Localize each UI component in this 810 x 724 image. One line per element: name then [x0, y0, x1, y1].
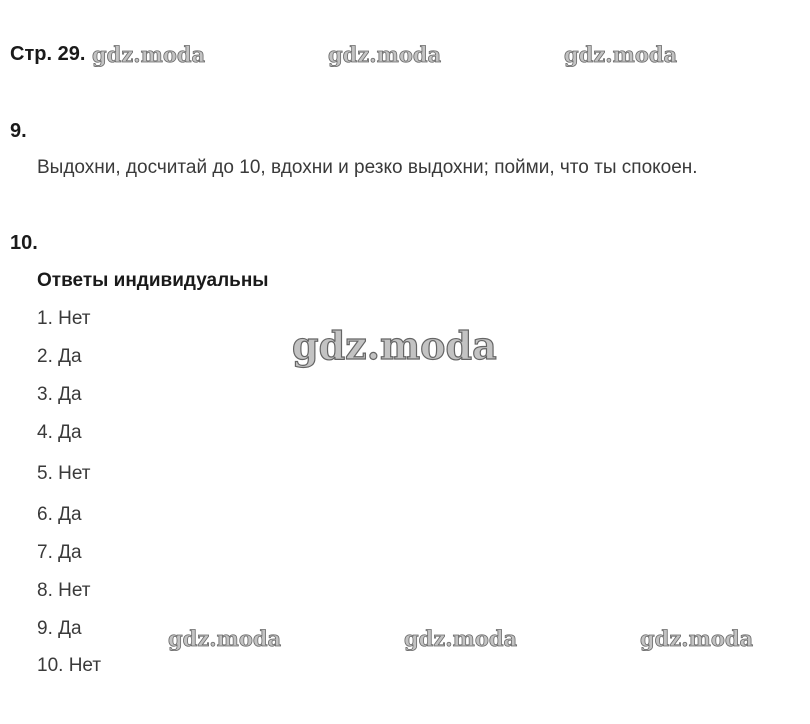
page-reference: Стр. 29.: [10, 43, 86, 65]
answer-item: 10. Нет: [37, 655, 102, 676]
answer-item: 3. Да: [37, 384, 82, 405]
task-number: 10.: [10, 232, 38, 254]
watermark: gdz.moda: [92, 42, 206, 67]
answer-item: 2. Да: [37, 346, 82, 367]
watermark: gdz.moda: [292, 323, 497, 368]
watermark: gdz.moda: [404, 626, 518, 651]
watermark: gdz.moda: [564, 42, 678, 67]
answer-item: 4. Да: [37, 422, 82, 443]
answer-item: 8. Нет: [37, 580, 91, 601]
answer-item: 9. Да: [37, 618, 82, 639]
answer-item: 1. Нет: [37, 308, 91, 329]
watermark: gdz.moda: [328, 42, 442, 67]
task-number: 9.: [10, 120, 27, 142]
answers-heading: Ответы индивидуальны: [37, 270, 269, 291]
watermark: gdz.moda: [168, 626, 282, 651]
answer-item: 6. Да: [37, 504, 82, 525]
answer-item: 7. Да: [37, 542, 82, 563]
answer-item: 5. Нет: [37, 463, 91, 484]
task-answer-text: Выдохни, досчитай до 10, вдохни и резко выдохни; пойми, что ты спокоен.: [37, 157, 698, 178]
watermark: gdz.moda: [640, 626, 754, 651]
